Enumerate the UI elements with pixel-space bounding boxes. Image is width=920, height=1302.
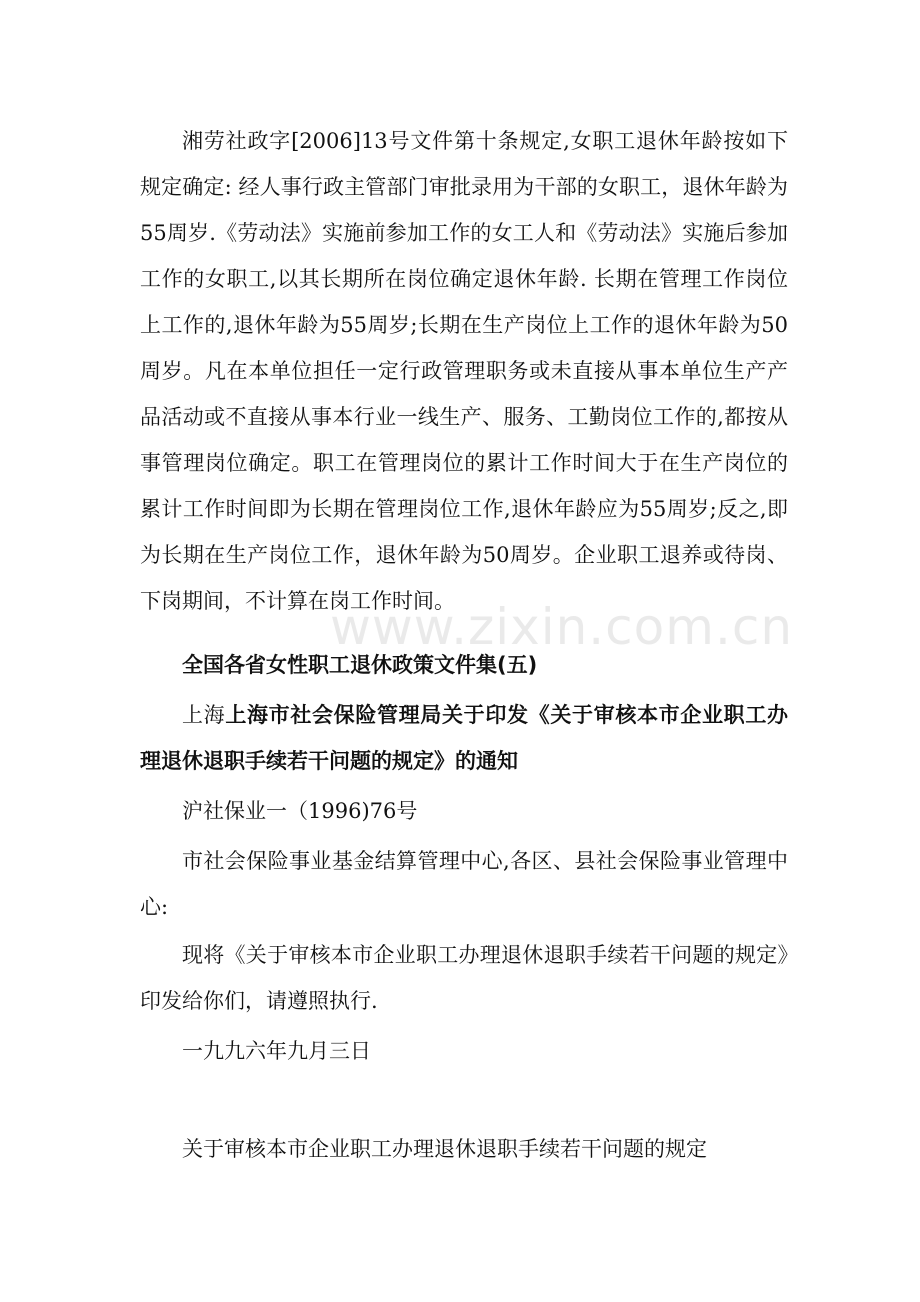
regulation-title: 关于审核本市企业职工办理退休退职手续若干问题的规定 bbox=[182, 1137, 707, 1161]
notice-date: 一九九六年九月三日 bbox=[182, 1039, 371, 1063]
notice-title-bold: 上海市社会保险管理局关于印发《关于审核本市企业职工办理退休退职手续若干问题的规定》的通知 bbox=[140, 703, 789, 773]
notice-title-prefix: 上海 bbox=[182, 703, 226, 727]
notice-title bbox=[140, 692, 788, 784]
paragraph-retirement-age-rules: 湘劳社政字[2006]13号文件第十条规定,女职工退休年龄按如下规定确定: 经人事行政主管部门审批录用为干部的女职工，退休年龄为55周岁.《劳动法》实施前参加工作的女工人和《劳动法》实施后参加工作的女职工,以其长期所在岗位确定退休年龄. 长期在管理工作岗位上工作的,退休年龄为55周岁;长期在生产岗位上工作的退休年龄为50周岁。凡在本单位担任一定行政管理职务或未直接从事本单位生产产品活动或不直接从事本行业一线生产、服务、工勤岗位工作的,都按从事管理岗位确定。职工在管理岗位的累计工作时间大于在生产岗位的累计工作时间即为长期在管理岗位工作,退休年龄应为55周岁;反之,即为长期在生产岗位工作，退休年龄为50周岁。企业职工退养或待岗、下岗期间，不计算在岗工作时间。 bbox=[140, 129, 788, 613]
document-number: 沪社保业一（1996)76号 bbox=[182, 799, 418, 823]
section-heading: 全国各省女性职工退休政策文件集(五) bbox=[182, 653, 538, 677]
notice-body: 现将《关于审核本市企业职工办理退休退职手续若干问题的规定》印发给你们，请遵照执行. bbox=[140, 943, 788, 1013]
addressee: 市社会保险事业基金结算管理中心,各区、县社会保险事业管理中心: bbox=[140, 849, 788, 919]
watermark-logo: www.zixin.com.cn bbox=[330, 598, 794, 656]
